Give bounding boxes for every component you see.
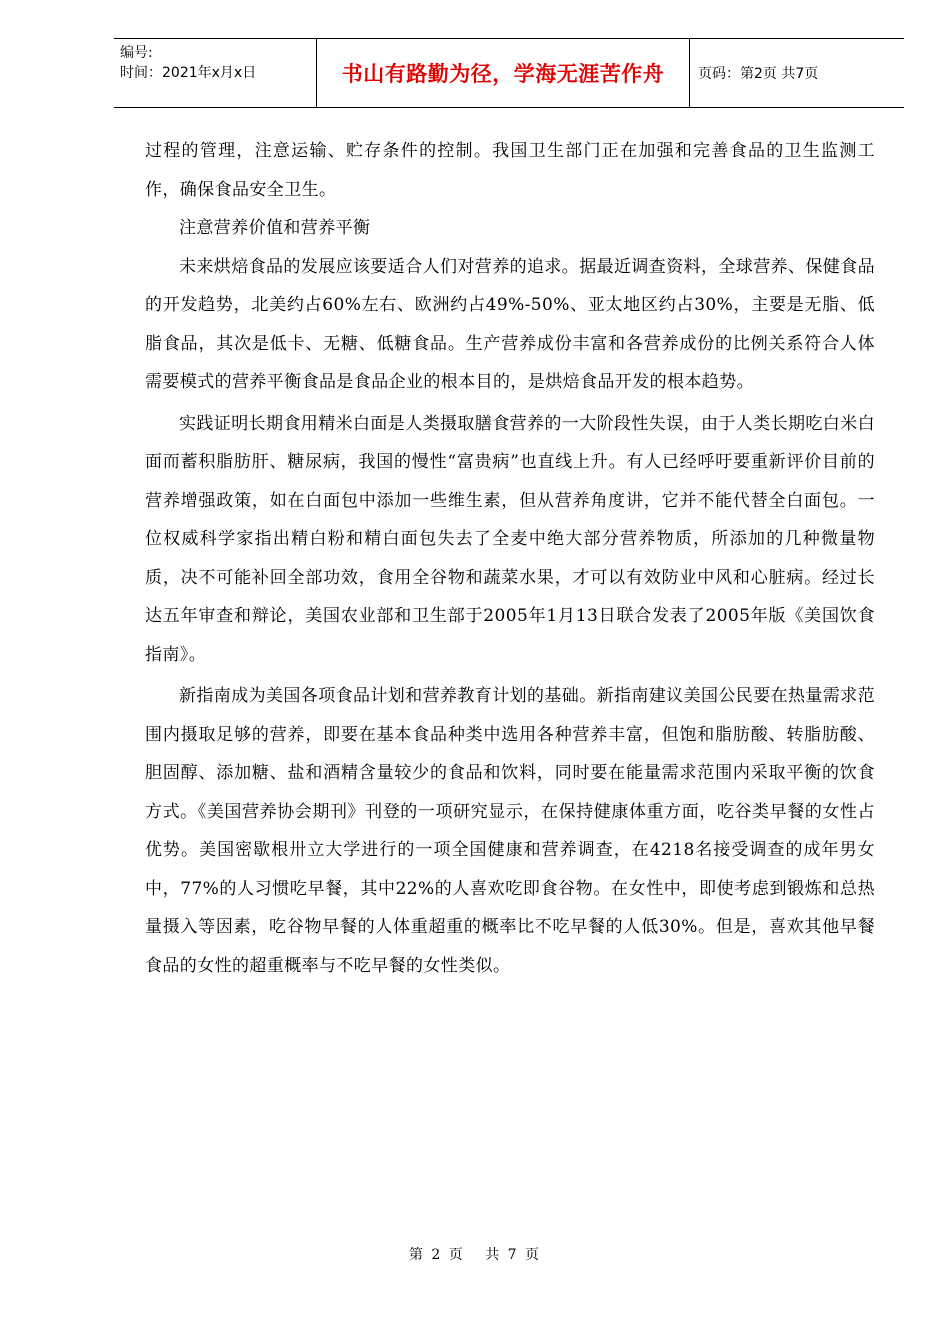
paragraph-continued: 过程的管理，注意运输、贮存条件的控制。我国卫生部门正在加强和完善食品的卫生监测工作，确保食品安全卫生。 bbox=[145, 141, 875, 200]
paragraph: 未来烘焙食品的发展应该要适合人们对营养的追求。据最近调查资料，全球营养、保健食品的开发趋势，北美约占60%左右、欧洲约占49%-50%、亚太地区约占30%，主要是无脂、低脂食品，其次是低卡、无糖、低糖食品。生产营养成份丰富和各营养成份的比例关系符合人体需要模式的营养平衡食品是食品企业的根本目的，是烘焙食品开发的根本趋势。 bbox=[145, 256, 875, 392]
page-header bbox=[114, 38, 904, 108]
page-footer bbox=[0, 1244, 950, 1264]
header-meta bbox=[114, 39, 316, 107]
document-number-label: 编号: bbox=[120, 45, 153, 61]
document-time-label: 时间：2021年x月x日 bbox=[120, 65, 257, 81]
section-heading: 注意营养价值和营养平衡 bbox=[179, 218, 371, 238]
paragraph: 实践证明长期食用精米白面是人类摄取膳食营养的一大阶段性失误，由于人类长期吃白米白面而蓄积脂肪肝、糖尿病，我国的慢性“富贵病”也直线上升。有人已经呼吁要重新评价目前的营养增强政策，如在白面包中添加一些维生素，但从营养角度讲，它并不能代替全白面包。一位权威科学家指出精白粉和精白面包失去了全麦中绝大部分营养物质，所添加的几种微量物质，决不可能补回全部功效，食用全谷物和蔬菜水果，才可以有效防业中风和心脏病。经过长达五年审查和辩论，美国农业部和卫生部于2005年1月13日联合发表了2005年版《美国饮食指南》。 bbox=[145, 413, 875, 665]
header-page-cell bbox=[690, 39, 904, 107]
paragraph: 新指南成为美国各项食品计划和营养教育计划的基础。新指南建议美国公民要在热量需求范围内摄取足够的营养，即要在基本食品种类中选用各种营养丰富，但饱和脂肪酸、转脂肪酸、胆固醇、添加糖、盐和酒精含量较少的食品和饮料，同时要在能量需求范围内采取平衡的饮食方式。《美国营养协会期刊》刊登的一项研究显示，在保持健康体重方面，吃谷类早餐的女性占优势。美国密歇根卅立大学进行的一项全国健康和营养调查，在4218名接受调查的成年男女中，77%的人习惯吃早餐，其中22%的人喜欢吃即食谷物。在女性中，即使考虑到锻炼和总热量摄入等因素，吃谷物早餐的人体重超重的概率比不吃早餐的人低30%。但是，喜欢其他早餐食品的女性的超重概率与不吃早餐的女性类似。 bbox=[145, 686, 875, 976]
header-page-info: 页码：第2页 共7页 bbox=[698, 66, 819, 82]
footer-total-pages: 共 7 页 bbox=[485, 1247, 542, 1263]
header-motto-cell bbox=[316, 39, 690, 107]
header-motto: 书山有路勤为径，学海无涯苦作舟 bbox=[341, 62, 665, 86]
footer-current-page: 第 2 页 bbox=[408, 1247, 465, 1263]
document-body bbox=[145, 132, 875, 985]
